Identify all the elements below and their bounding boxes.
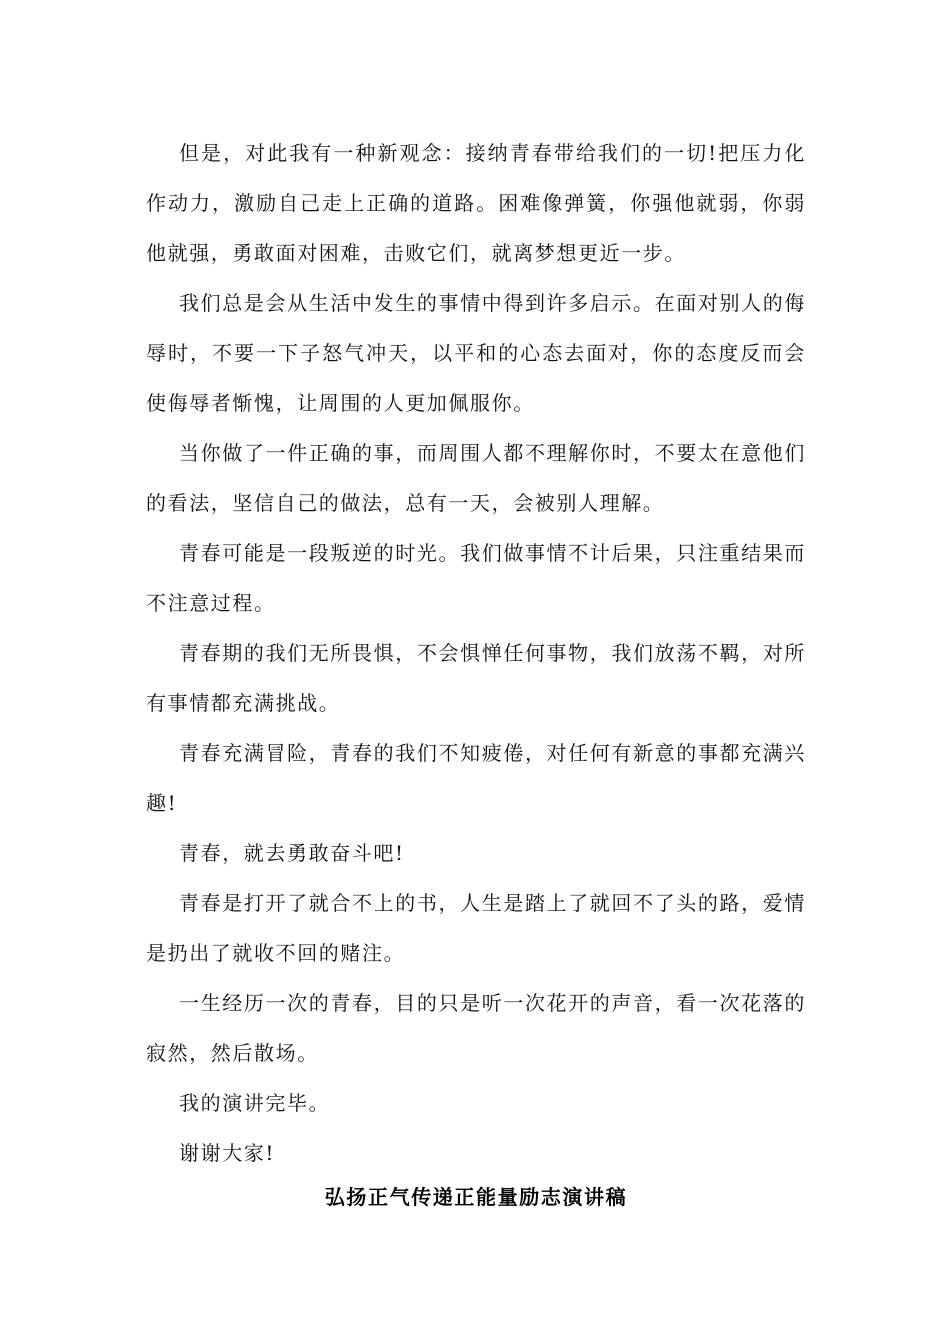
paragraph-2: 我们总是会从生活中发生的事情中得到许多启示。在面对别人的侮辱时，不要一下子怒气冲天，以平和的心态去面对，你的态度反而会使侮辱者惭愧，让周围的人更加佩服你。 xyxy=(146,291,806,415)
speech-body xyxy=(146,128,806,1178)
next-speech-title: 弘扬正气传递正能量励志演讲稿 xyxy=(324,1185,628,1209)
paragraph-4: 青春可能是一段叛逆的时光。我们做事情不计后果，只注重结果而不注意过程。 xyxy=(146,541,806,615)
paragraph-3: 当你做了一件正确的事，而周围人都不理解你时，不要太在意他们的看法，坚信自己的做法，总有一天，会被别人理解。 xyxy=(146,441,806,515)
paragraph-7: 青春，就去勇敢奋斗吧! xyxy=(179,841,405,865)
paragraph-8: 青春是打开了就合不上的书，人生是踏上了就回不了头的路，爱情是扔出了就收不回的赌注。 xyxy=(146,891,806,965)
paragraph-1: 但是，对此我有一种新观念：接纳青春带给我们的一切!把压力化作动力，激励自己走上正确的道路。困难像弹簧，你强他就弱，你弱他就强，勇敢面对困难，击败它们，就离梦想更近一步。 xyxy=(146,141,806,265)
paragraph-11: 谢谢大家! xyxy=(179,1141,276,1165)
paragraph-6: 青春充满冒险，青春的我们不知疲倦，对任何有新意的事都充满兴趣! xyxy=(146,741,806,815)
paragraph-5: 青春期的我们无所畏惧，不会惧惮任何事物，我们放荡不羁，对所有事情都充满挑战。 xyxy=(146,641,806,715)
paragraph-9: 一生经历一次的青春，目的只是听一次花开的声音，看一次花落的寂然，然后散场。 xyxy=(146,991,806,1065)
paragraph-10: 我的演讲完毕。 xyxy=(179,1091,331,1115)
